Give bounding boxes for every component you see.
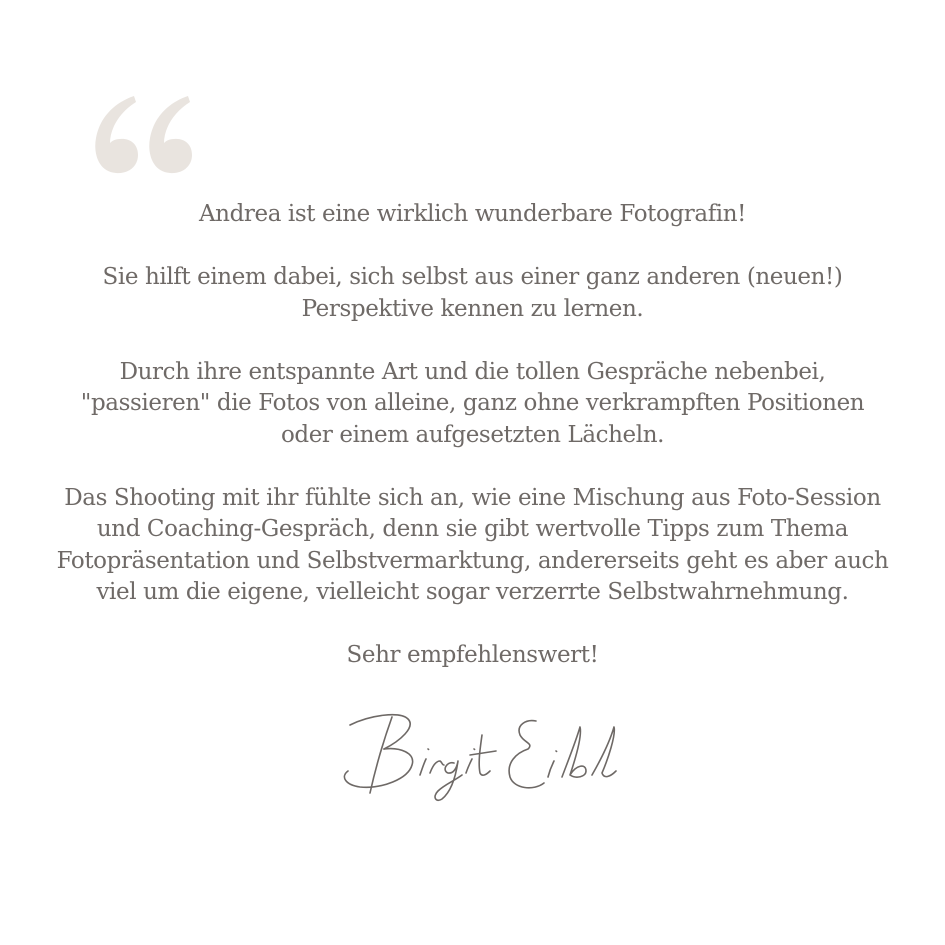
- testimonial-line: und Coaching-Gespräch, denn sie gibt wertvolle Tipps zum Thema: [96, 516, 849, 542]
- testimonial-line: Perspektive kennen zu lernen.: [301, 295, 644, 322]
- testimonial-line: Andrea ist eine wirklich wunderbare Fotografin!: [198, 201, 747, 227]
- testimonial-paragraph: [0, 483, 945, 609]
- testimonial-line: oder einem aufgesetzten Lächeln.: [280, 421, 665, 448]
- signature-birgit-eibl: [330, 705, 630, 805]
- testimonial-line: viel um die eigene, vielleicht sogar verzerrte Selbstwahrnehmung.: [96, 579, 849, 605]
- testimonial-line: Fotopräsentation und Selbstvermarktung, andererseits geht es aber auch: [56, 547, 889, 574]
- testimonial-line: Durch ihre entspannte Art und die tollen Gespräche nebenbei,: [119, 358, 826, 385]
- testimonial-line: Sehr empfehlenswert!: [346, 642, 599, 668]
- testimonial-paragraph: [0, 199, 945, 231]
- testimonial-closing: [0, 640, 945, 672]
- testimonial-paragraph: [0, 262, 945, 325]
- testimonial-paragraph: [0, 357, 945, 452]
- testimonial-line: Sie hilft einem dabei, sich selbst aus einer ganz anderen (neuen!): [102, 264, 843, 290]
- quotation-mark-icon: [92, 92, 198, 176]
- testimonial-text: [0, 199, 945, 703]
- testimonial-line: "passieren" die Fotos von alleine, ganz ohne verkrampften Positionen: [80, 390, 865, 416]
- testimonial-line: Das Shooting mit ihr fühlte sich an, wie eine Mischung aus Foto-Session: [64, 484, 881, 511]
